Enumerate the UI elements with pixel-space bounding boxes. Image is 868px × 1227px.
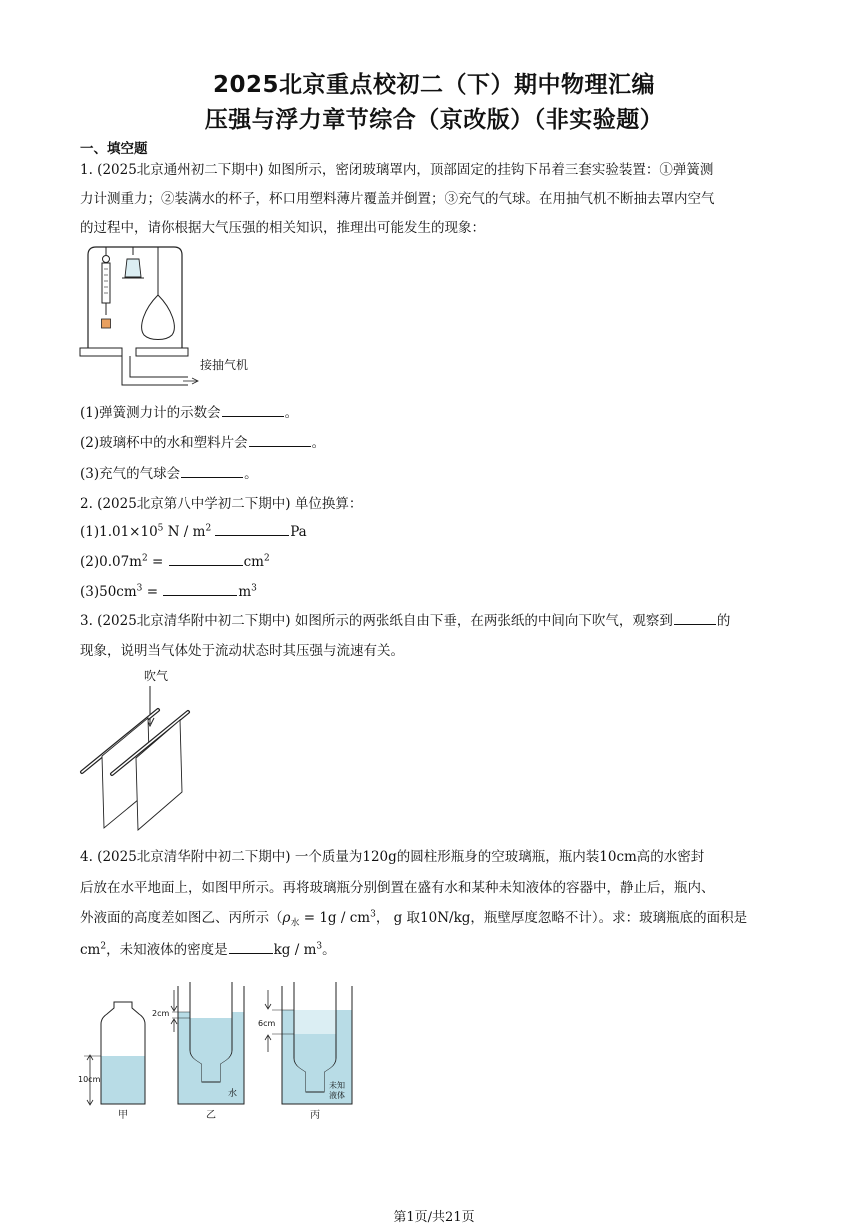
q3-line1: [80, 609, 730, 629]
q4-line1: 4. (2025北京清华附中初二下期中) 一个质量为120g的圆柱形瓶身的空玻璃瓶，瓶内装10cm高的水密封: [80, 849, 705, 865]
rho-symbol: ρ: [282, 910, 291, 926]
fig-bing-label: 丙: [310, 1110, 320, 1121]
q2-sub3: [80, 582, 257, 600]
q1-line1: 1. (2025北京通州初二下期中) 如图所示，密闭玻璃罩内，顶部固定的挂钩下吊着三套实验装置：①弹簧测: [80, 162, 714, 178]
q1-sub1-text: (1)弹簧测力计的示数会: [80, 405, 221, 421]
q1-sub1: [80, 401, 298, 421]
q4-line3: [80, 906, 747, 929]
q2-sub1-exp: 5: [157, 523, 164, 534]
answer-blank[interactable]: [181, 464, 243, 478]
q3-line1-text: 3. (2025北京清华附中初二下期中) 如图所示的两张纸自由下垂，在两张纸的中间向下吹气，观察到: [80, 613, 673, 629]
q1-line2: 力计测重力；②装满水的杯子，杯口用塑料薄片覆盖并倒置；③充气的气球。在用抽气机不断抽去罩内空气: [80, 191, 715, 207]
q4-line3-rest: ， g 取10N/kg，瓶壁厚度忽略不计）。求：玻璃瓶底的面积是: [375, 910, 748, 926]
page-footer: 第1页/共21页: [393, 1210, 475, 1225]
q4-line2: 后放在水平地面上，如图甲所示。再将玻璃瓶分别倒置在盛有水和某种未知液体的容器中，静止后，瓶内、: [80, 880, 715, 896]
q2-sub3-suffix-exp: 3: [251, 583, 257, 594]
rho-value: = 1g / cm: [299, 910, 371, 926]
document-title-line2: 压强与浮力章节综合（京改版）（非实验题）: [204, 107, 664, 133]
q1-sub2: [80, 431, 325, 451]
q1-fig-label: 接抽气机: [200, 358, 249, 372]
q4-line4-exp: 2: [100, 941, 107, 952]
answer-blank[interactable]: [674, 611, 716, 625]
q2-sub2-eq: =: [147, 554, 168, 570]
section-heading: 一、填空题: [80, 141, 148, 157]
q4-line4: [80, 938, 336, 958]
q1-sub2-text: (2)玻璃杯中的水和塑料片会: [80, 435, 248, 451]
q2-sub1: [80, 522, 307, 540]
answer-blank[interactable]: [169, 552, 243, 566]
q4-bottle-figure: [76, 976, 366, 1121]
q2-sub2: [80, 552, 270, 570]
fig-jia-label: 甲: [118, 1110, 128, 1121]
rho-exp: 3: [370, 909, 376, 920]
q2-sub1-unit: N / m: [163, 524, 206, 540]
fig-unknown-label-2: 液体: [329, 1091, 345, 1100]
answer-blank[interactable]: [249, 433, 311, 447]
q1-sub3: [80, 462, 258, 482]
q2-sub3-eq: =: [142, 584, 163, 600]
q3-line1-end: 的: [716, 613, 731, 629]
q2-sub3-suffix: m: [238, 584, 252, 600]
q3-fig-label: 吹气: [144, 669, 169, 683]
q2-sub1-suffix: Pa: [290, 524, 307, 540]
q2-sub3-prefix: (3)50cm: [80, 584, 137, 600]
answer-blank[interactable]: [163, 582, 237, 596]
answer-blank[interactable]: [229, 940, 273, 954]
q2-line1: 2. (2025北京第八中学初二下期中) 单位换算：: [80, 496, 363, 512]
q4-line4-end: 。: [322, 942, 336, 958]
answer-blank[interactable]: [215, 522, 289, 536]
q1-line3: 的过程中，请你根据大气压强的相关知识，推理出可能发生的现象：: [80, 220, 485, 236]
q4-line4-density-exp: 3: [316, 941, 323, 952]
fig-10cm-label: 10cm: [78, 1075, 101, 1084]
answer-blank[interactable]: [222, 403, 284, 417]
q4-line4-unit: cm: [80, 942, 101, 958]
q1-period: 。: [311, 435, 326, 451]
q4-line4-text: ，未知液体的密度是: [106, 942, 228, 958]
fig-unknown-label-1: 未知: [329, 1081, 345, 1090]
q1-bell-jar-figure: [78, 243, 268, 393]
fig-2cm-label: 2cm: [152, 1009, 170, 1018]
q2-sub1-prefix: (1)1.01×10: [80, 524, 158, 540]
weight-block: [102, 319, 111, 328]
q1-period: 。: [284, 405, 299, 421]
q3-line2: 现象，说明当气体处于流动状态时其压强与流速有关。: [80, 643, 404, 659]
q2-sub3-exp: 3: [136, 583, 143, 594]
q4-line4-density-unit: kg / m: [273, 942, 317, 958]
q2-sub2-exp: 2: [141, 553, 148, 564]
fig-6cm-label: 6cm: [258, 1019, 276, 1028]
q1-period: 。: [244, 466, 258, 482]
q1-sub3-text: (3)充气的气球会: [80, 466, 181, 482]
document-title-line1: 2025北京重点校初二（下）期中物理汇编: [212, 72, 655, 98]
q2-sub1-unit-exp: 2: [205, 523, 212, 534]
q2-sub2-suffix: cm: [243, 554, 264, 570]
rho-subscript: 水: [290, 918, 300, 929]
fig-water-label: 水: [228, 1089, 238, 1099]
q3-paper-figure: [78, 664, 203, 834]
fig-yi-label: 乙: [206, 1110, 216, 1121]
q2-sub2-suffix-exp: 2: [264, 553, 270, 564]
q2-sub2-prefix: (2)0.07m: [80, 554, 142, 570]
q4-line3-text: 外液面的高度差如图乙、丙所示（: [80, 910, 283, 926]
